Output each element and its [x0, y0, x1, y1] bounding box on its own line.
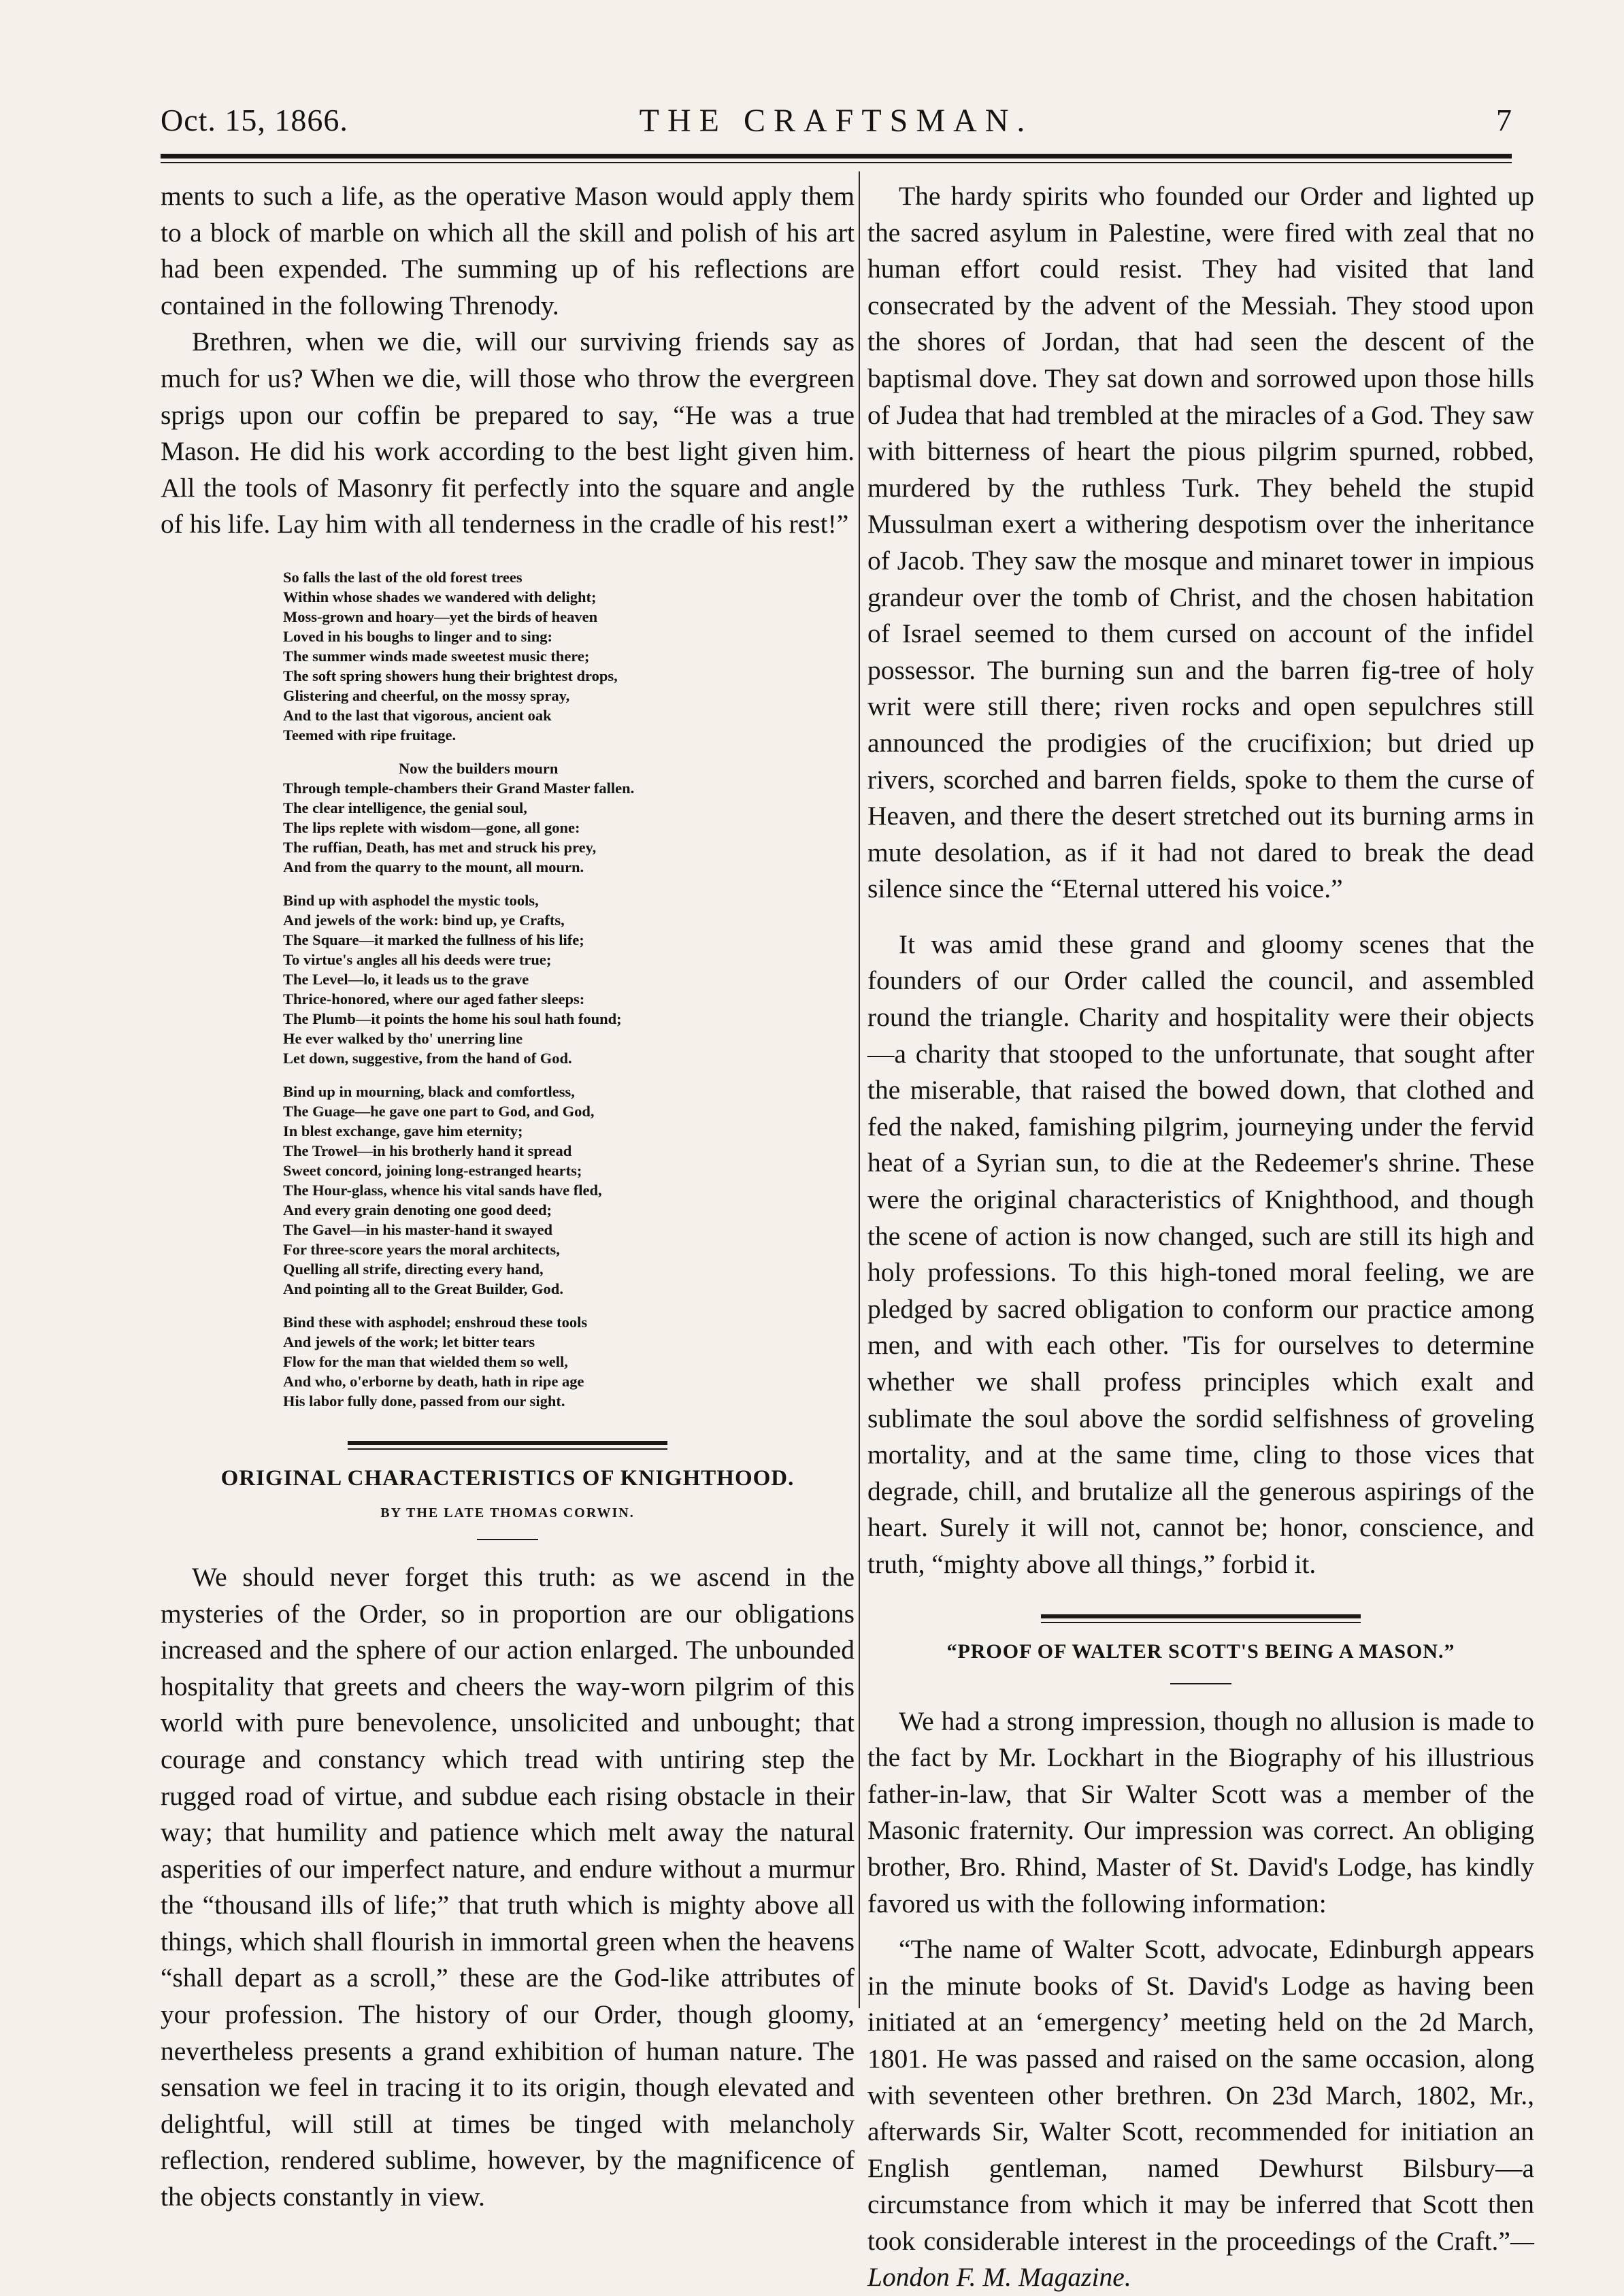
poem-line: Bind up with asphodel the mystic tools,	[283, 891, 539, 909]
poem-line: And from the quarry to the mount, all mourn.	[283, 858, 584, 876]
body-paragraph	[867, 1931, 1534, 2296]
poem-line: The Plumb—it points the home his soul hath found;	[283, 1010, 622, 1027]
poem-line: The Square—it marked the fullness of his life;	[283, 931, 584, 948]
poem-line: The Level—lo, it leads us to the grave	[283, 970, 529, 988]
running-head	[161, 102, 1512, 150]
poem-stanza	[283, 1312, 800, 1411]
section-title: “PROOF OF WALTER SCOTT'S BEING A MASON.”	[946, 1640, 1455, 1663]
issue-date: Oct. 15, 1866.	[161, 103, 348, 137]
threnody-poem	[283, 567, 800, 1411]
poem-line: In blest exchange, gave him eternity;	[283, 1122, 523, 1139]
poem-stanza	[283, 759, 800, 877]
body-paragraph: The hardy spirits who founded our Order and lighted up the sacred asylum in Palestine, were fired with zeal that no human effort could resist. They had visited that land consecrated by the advent of the Messiah. They stood upon the shores of Jordan, that had seen the descent of the baptismal dove. They sat down and sorrowed upon those hills of Judea that had trembled at the miracles of a God. They saw with bitterness of heart the pious pilgrim spurned, robbed, murdered by the ruthless Turk. They beheld the stupid Mussulman exert a withering despotism over the inheritance of Jacob. They saw the mosque and minaret tower in impious grandeur over the tomb of Christ, and the chosen habitation of Israel seemed to them cursed on account of the infidel possessor. The burning sun and the barren fig-tree of holy writ were still there; riven rocks and open sepulchres still announced the prodigies of the crucifixion; but dried up rivers, scorched and barren fields, spoke to them the curse of Heaven, and there the desert stretched out its burning arms in mute desolation, as if it had not dared to break the dead silence since the “Eternal uttered his voice.”	[867, 181, 1534, 904]
source-credit: —London F. M. Magazine.	[867, 2225, 1534, 2293]
section-title: ORIGINAL CHARACTERISTICS OF KNIGHTHOOD.	[220, 1465, 795, 1491]
poem-line: The lips replete with wisdom—gone, all gone:	[283, 818, 580, 836]
body-paragraph: Brethren, when we die, will our surviving friends say as much for us? When we die, will those who throw the evergreen sprigs upon our coffin be prepared to say, “He was a true Mason. He did his work according to the best light given him. All the tools of Masonry fit perfectly into the square and angle of his life. Lay him with all tenderness in the cradle of his rest!”	[161, 327, 855, 539]
poem-line: Flow for the man that wielded them so well,	[283, 1352, 568, 1370]
section-rule	[1041, 1614, 1361, 1623]
masthead-title: THE CRAFTSMAN.	[639, 103, 1033, 139]
poem-stanza	[283, 567, 800, 745]
poem-line: Within whose shades we wandered with delight;	[283, 588, 597, 605]
body-paragraph: We should never forget this truth: as we ascend in the mysteries of the Order, so in proportion are our obligations increased and the sphere of our action enlarged. The unbounded hospitality that greets and cheers the way-worn pilgrim of this world with pure benevolence, unsolicited and unbought; that courage and constancy which tread with untiring step the rugged road of virtue, and subdue each rising obstacle in their way; that humility and patience which melt away the natural asperities of our imperfect nature, and endure without a murmur the “thousand ills of life;” that truth which is mighty above all things, which shall flourish in immortal green when the heavens “shall depart as a scroll,” these are the God-like attributes of your profession. The history of our Order, though gloomy, nevertheless presents a grand exhibition of human nature. The sensation we feel in tracing it to its origin, though elevated and delightful, will still at times be tinged with melancholy reflection, rendered sublime, however, by the magnificence of the objects constantly in view.	[161, 1561, 855, 2212]
poem-stanza	[283, 1082, 800, 1299]
poem-line: Thrice-honored, where our aged father sleeps:	[283, 990, 585, 1008]
section-rule	[348, 1441, 667, 1450]
poem-stanza	[283, 891, 800, 1068]
poem-line: And pointing all to the Great Builder, God.	[283, 1280, 563, 1297]
poem-line: Glistering and cheerful, on the mossy spray,	[283, 686, 570, 704]
body-paragraph: ments to such a life, as the operative Mason would apply them to a block of marble on which all the skill and polish of his art had been expended. The summing up of his reflections are contained in the following Threnody.	[161, 181, 855, 320]
poem-line: The Hour-glass, whence his vital sands have fled,	[283, 1181, 602, 1199]
poem-line: So falls the last of the old forest trees	[283, 568, 523, 586]
poem-line: The summer winds made sweetest music there;	[283, 647, 590, 665]
short-rule	[477, 1539, 538, 1540]
poem-line: Teemed with ripe fruitage.	[283, 726, 457, 744]
poem-line: Let down, suggestive, from the hand of God.	[283, 1049, 572, 1067]
poem-line: The ruffian, Death, has met and struck his prey,	[283, 838, 597, 856]
poem-line: Quelling all strife, directing every hand,	[283, 1260, 544, 1278]
poem-line: To virtue's angles all his deeds were true;	[283, 950, 552, 968]
poem-line: Bind up in mourning, black and comfortless,	[283, 1082, 575, 1100]
poem-line: For three-score years the moral architects,	[283, 1240, 560, 1258]
header-rule	[161, 154, 1512, 163]
byline: BY THE LATE THOMAS CORWIN.	[380, 1505, 635, 1520]
poem-line: The Guage—he gave one part to God, and God,	[283, 1102, 595, 1120]
poem-line: And jewels of the work: bind up, ye Crafts,	[283, 911, 565, 929]
poem-line: Now the builders mourn	[399, 759, 559, 777]
poem-line: Bind these with asphodel; enshroud these tools	[283, 1313, 588, 1331]
poem-line: And jewels of the work; let bitter tears	[283, 1333, 535, 1350]
poem-line: Sweet concord, joining long-estranged hearts;	[283, 1161, 582, 1179]
poem-line: Through temple-chambers their Grand Master fallen.	[283, 779, 635, 797]
short-rule	[1170, 1683, 1231, 1684]
poem-line: The soft spring showers hung their brightest drops,	[283, 667, 618, 684]
body-paragraph: We had a strong impression, though no allusion is made to the fact by Mr. Lockhart in the Biography of his illustrious father-in-law, that Sir Walter Scott was a member of the Masonic fraternity. Our impression was correct. An obliging brother, Bro. Rhind, Master of St. David's Lodge, has kindly favored us with the following information:	[867, 1706, 1534, 1918]
left-column	[161, 178, 855, 2216]
poem-line: His labor fully done, passed from our sight.	[283, 1392, 565, 1410]
poem-line: And every grain denoting one good deed;	[283, 1201, 552, 1218]
poem-line: He ever walked by tho' unerring line	[283, 1029, 523, 1047]
page-number: 7	[1496, 103, 1512, 137]
poem-line: And to the last that vigorous, ancient oak	[283, 706, 552, 724]
poem-line: Loved in his boughs to linger and to sing:	[283, 627, 552, 645]
poem-line: And who, o'erborne by death, hath in ripe age	[283, 1372, 584, 1390]
body-paragraph: It was amid these grand and gloomy scenes that the founders of our Order called the council, and assembled round the triangle. Charity and hospitality were their objects—a charity that stooped to the unfortunate, that sought after the miserable, that raised the bowed down, that clothed and fed the naked, famishing pilgrim, journeying under the fervid heat of a Syrian sun, to die at the Redeemer's shrine. These were the original characteristics of Knighthood, and though the scene of action is now changed, such are still its high and holy professions. To this high-toned moral feeling, we are pledged by sacred obligation to conform our practice among men, and with each other. 'Tis for ourselves to determine whether we shall profess principles which exalt and sublimate the soul above the sordid selfishness of groveling mortality, and at the same time, cling to those vices that degrade, chill, and brutalize all the generous aspirings of the heart. Surely it will not, cannot be; honor, conscience, and truth, “mighty above all things,” forbid it.	[867, 929, 1534, 1579]
right-column	[867, 178, 1534, 2296]
poem-line: The Trowel—in his brotherly hand it spread	[283, 1142, 572, 1159]
poem-line: The Gavel—in his master-hand it swayed	[283, 1220, 553, 1238]
poem-line: Moss-grown and hoary—yet the birds of heaven	[283, 608, 598, 625]
column-divider	[859, 171, 860, 2008]
poem-line: The clear intelligence, the genial soul,	[283, 799, 527, 816]
quoted-minute: “The name of Walter Scott, advocate, Edinburgh appears in the minute books of St. David's Lodge as having been initiated at an ‘emergency’ meeting held on the 2d March, 1801. He was passed and raised on the same occasion, along with seventeen other brethren. On 23d March, 1802, Mr., afterwards Sir, Walter Scott, recommended for initiation an English gentleman, named Dewhurst Bilsbury—a circumstance from which it may be inferred that Scott then took considerable interest in the proceedings of the Craft.”	[867, 1934, 1534, 2256]
